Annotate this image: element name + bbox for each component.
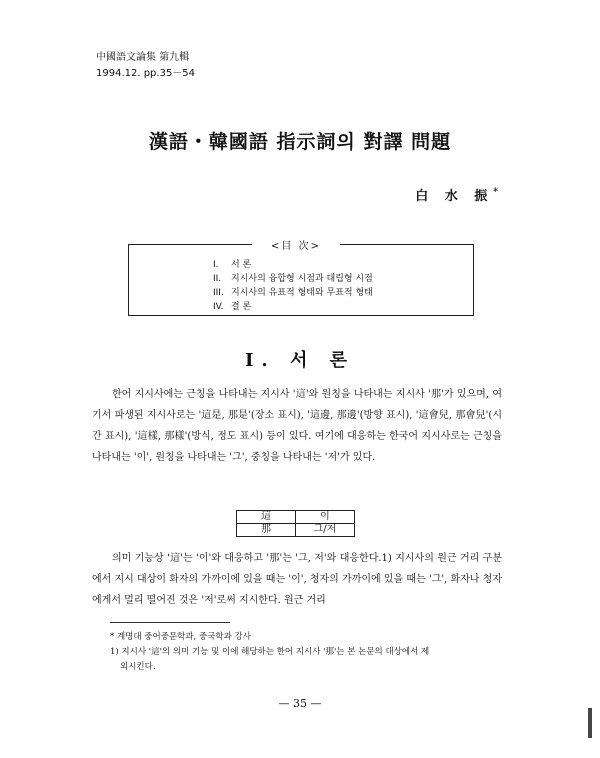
toc-item-text: 결 론 [231,302,252,312]
table-row [237,511,355,524]
toc-label: <目 次> [271,241,321,252]
scan-edge-mark [588,708,592,738]
footnotes [110,630,502,675]
journal-info: 1994.12. pp.35－54 [96,68,196,79]
footnote-1-cont: 외시킨다. [120,662,156,672]
toc-item [213,258,373,272]
toc-item-num: I. [213,260,219,270]
section-title: I. 서 론 [245,350,355,371]
toc-item-text: 지시사의 유표적 형태와 무표적 형태 [231,288,373,298]
footnote-author: * 계명대 중어중문학과, 중국학과 강사 [110,632,251,642]
author-mark: * [493,187,498,198]
demonstrative-table [236,510,355,537]
table-cell-ko: 그/저 [296,524,355,537]
table-cell-zh: 這 [237,511,296,524]
journal-header [96,50,195,82]
body-paragraph: 한어 지시사에는 근칭을 나타내는 지시사 '這'와 원칭을 나타내는 지시사 '那'가 있으며, 여기서 파생된 지시사로는 '這是, 那是'(장소 표시), '這邊, 那邊'(방향 표시), '這會兒, 那會兒'(시간 표시), '這樣, 那樣'(방식, 정도 표시) 등이 있다. 여기에 대응하는 한국어 지시사로는 근칭을 나타내는 '이', 원칭을 나타내는 '그', 중칭을 나타내는 '저'가 있다. [92,389,502,463]
author [415,185,498,204]
table-row [237,524,355,537]
toc-item-num: III. [213,288,224,298]
toc-item [213,272,373,286]
toc-item-num: IV. [213,302,224,312]
paper-title: 漢語・韓國語 指示詞의 對譯 問題 [148,131,452,153]
toc-list [213,258,373,314]
footnote-rule [110,622,230,623]
toc-item-text: 지시사의 융합형 시점과 대립형 시점 [231,274,373,284]
journal-name: 中國語文論集 第九輯 [96,52,190,63]
table-cell-ko: 이 [296,511,355,524]
toc-item-text: 서 론 [231,260,252,270]
toc-item-num: II. [213,274,222,284]
toc-item [213,286,373,300]
footnote-1: 1) 지시사 '這'의 의미 기능 및 이에 해당하는 한어 지시사 '那'는 본 논문의 대상에서 제 [110,647,430,657]
page-number: — 35 — [278,697,322,710]
toc-item [213,300,373,314]
table-cell-zh: 那 [237,524,296,537]
body-paragraph: 의미 기능상 '這'는 '이'와 대응하고 '那'는 '그, 저'와 대응한다.1) 지시사의 원근 거리 구분에서 지시 대상이 화자의 가까이에 있을 때는 '이', 청자의 가까이에 있을 때는 '그', 화자나 청자에게서 멀리 떨어진 것은 '저'로써 지시한다. 원근 거리 [92,553,502,606]
author-name: 白 水 振 [415,189,494,204]
